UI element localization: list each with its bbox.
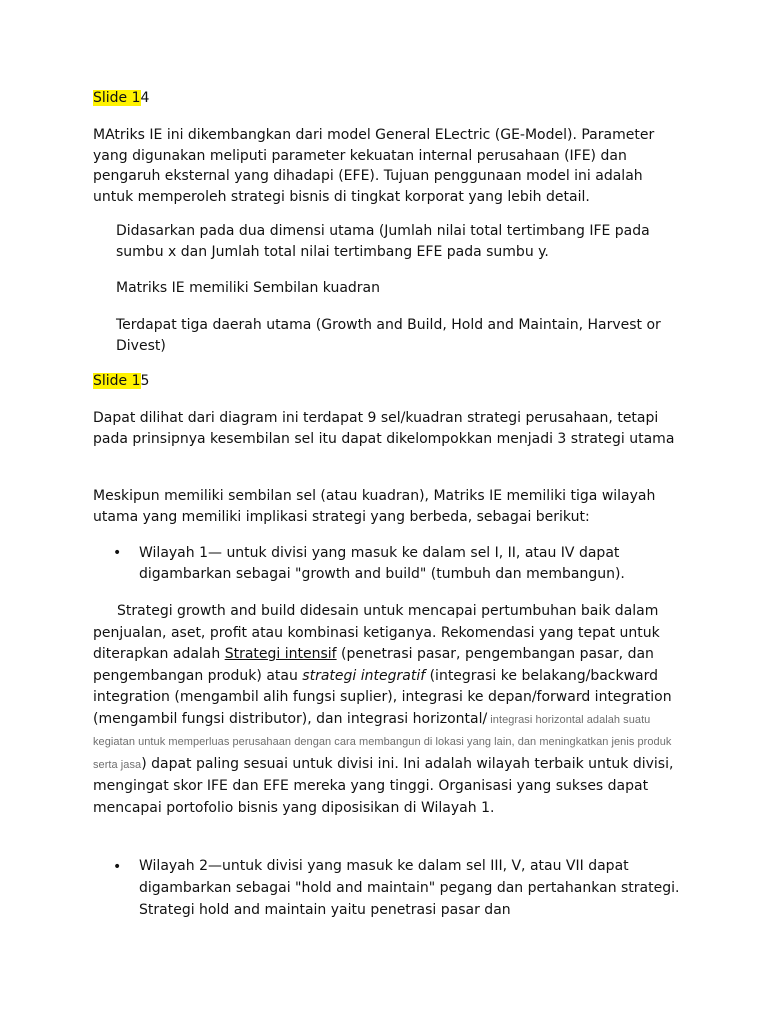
small-gray-note: integrasi horizontal adalah suatu kegiatan untuk memperluas perusahaan dengan cara membangun di lokasi yang lain, dan meningkatkan jenis produk serta jasa [93,713,672,771]
slide-number-suffix: 4 [140,90,150,106]
highlight: Slide 1 [93,90,141,106]
bullet-item-wilayah-2 [113,855,683,921]
paragraph-nine-cells: Dapat dilihat dari diagram ini terdapat 9 sel/kuadran strategi perusahaan, tetapi pada prinsipnya kesembilan sel itu dapat dikelompokkan menjadi 3 strategi utama [93,410,675,447]
text-run: (integrasi ke belakang/backward integration (mengambil alih fungsi suplier), integrasi ke depan/forward integration (mengambil fungsi distributor), dan integrasi horizontal/ [93,667,672,727]
text-run: Strategi growth and build didesain untuk mencapai pertumbuhan baik dalam penjualan, aset, profit atau kombinasi ketiganya. Rekomendasi yang tepat untuk diterapkan adalah [93,603,660,662]
text-run: (penetrasi pasar, pengembangan pasar, dan pengembangan produk) atau [93,646,654,684]
bullet-icon: • [113,545,122,561]
paragraph-growth-build [93,601,683,819]
bullet-text: Wilayah 1— untuk divisi yang masuk ke dalam sel I, II, atau IV dapat digambarkan sebagai "growth and build" (tumbuh dan membangun). [139,545,625,582]
text-run: ) dapat paling sesuai untuk divisi ini. Ini adalah wilayah terbaik untuk divisi, mengingat skor IFE dan EFE mereka yang tinggi. Organisasi yang sukses dapat mencapai portofolio bisnis yang diposisikan di Wilayah 1. [93,755,674,816]
strategi-intensif-link[interactable]: Strategi intensif [224,646,337,662]
bullet-item-wilayah-1 [113,543,683,584]
bullet-icon: • [113,859,122,875]
indented-paragraph-dimensions: Didasarkan pada dua dimensi utama (Jumlah nilai total tertimbang IFE pada sumbu x dan Jumlah total nilai tertimbang EFE pada sumbu y. [116,223,650,260]
paragraph-three-regions: Meskipun memiliki sembilan sel (atau kuadran), Matriks IE memiliki tiga wilayah utama yang memiliki implikasi strategi yang berbeda, sebagai berikut: [93,488,656,525]
indented-paragraph-quadrants: Matriks IE memiliki Sembilan kuadran [116,280,381,296]
bullet-text: Wilayah 2—untuk divisi yang masuk ke dalam sel III, V, atau VII dapat digambarkan sebagai "hold and maintain" pegang dan pertahankan strategi. Strategi hold and maintain yaitu penetrasi pasar dan [139,858,680,918]
highlight: Slide 1 [93,373,141,389]
slide-15-heading [93,371,149,392]
indented-paragraph-regions: Terdapat tiga daerah utama (Growth and Build, Hold and Maintain, Harvest or Divest) [116,317,661,354]
italic-text: strategi integratif [302,667,426,684]
slide-14-heading [93,88,149,109]
paragraph-intro: MAtriks IE ini dikembangkan dari model General ELectric (GE-Model). Parameter yang digunakan meliputi parameter kekuatan internal perusahaan (IFE) dan pengaruh eksternal yang dihadapi (EFE). Tujuan penggunaan model ini adalah untuk memperoleh strategi bisnis di tingkat korporat yang lebih detail. [93,127,655,205]
slide-number-suffix: 5 [140,373,150,389]
